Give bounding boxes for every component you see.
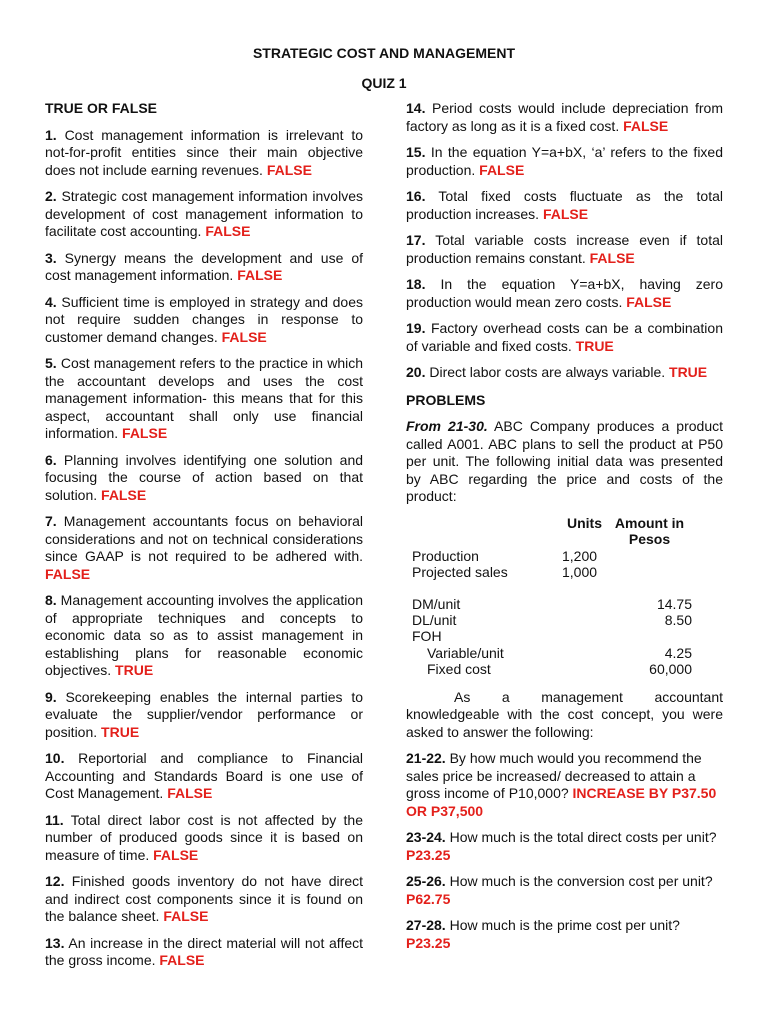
- item-number: 23-24.: [406, 829, 446, 846]
- tf-item: [45, 513, 363, 583]
- item-number: 21-22.: [406, 750, 446, 767]
- answer-label: FALSE: [167, 785, 213, 801]
- table-row: [412, 596, 692, 612]
- problem-list: [406, 750, 723, 952]
- row-amount: 4.25: [664, 644, 692, 661]
- header-units: Units: [567, 514, 602, 531]
- item-number: 20.: [406, 364, 426, 380]
- item-text: Total fixed costs fluctuate as the total production increases.: [406, 188, 723, 222]
- tf-item: [406, 232, 723, 267]
- tf-item: [45, 689, 363, 742]
- item-text: Synergy means the development and use of cost management information.: [45, 249, 364, 283]
- item-number: 16.: [406, 188, 426, 204]
- quiz-label: QUIZ 1: [361, 75, 407, 91]
- answer-label: TRUE: [575, 337, 614, 354]
- tf-item: [406, 100, 723, 135]
- answer-label: FALSE: [266, 161, 312, 178]
- answer-label: P23.25: [406, 846, 451, 863]
- item-number: 9.: [45, 688, 57, 705]
- item-text: Total variable costs increase even if total production remains constant.: [406, 232, 723, 266]
- item-number: 3.: [45, 249, 57, 266]
- answer-label: FALSE: [205, 223, 251, 239]
- item-text: In the equation Y=a+bX, having zero production would mean zero costs.: [406, 276, 724, 310]
- item-number: 2.: [45, 188, 57, 204]
- item-number: 12.: [45, 873, 65, 889]
- section-heading-problems: PROBLEMS: [406, 391, 486, 408]
- problem-item: [406, 750, 723, 820]
- row-units: 1,200: [562, 547, 598, 564]
- answer-label: FALSE: [542, 205, 589, 222]
- item-text: By how much would you recommend the sales price be increased/ decreased to attain a gross income of P10,000?: [406, 750, 702, 802]
- item-number: 8.: [45, 592, 57, 608]
- answer-label: FALSE: [479, 161, 525, 178]
- tf-item: [406, 144, 723, 179]
- item-number: 5.: [45, 355, 57, 371]
- item-number: 17.: [406, 232, 426, 248]
- tf-item: [45, 873, 363, 926]
- item-text: Cost management information is irrelevant to not-for-profit entities since their main objective does not include earning revenues.: [45, 126, 364, 178]
- row-label: Projected sales: [412, 563, 508, 580]
- answer-label: TRUE: [101, 723, 140, 740]
- problem-item: [406, 829, 723, 864]
- answer-label: FALSE: [101, 486, 147, 503]
- item-number: 25-26.: [406, 873, 446, 890]
- table-row: [412, 548, 692, 564]
- left-column: [45, 100, 363, 979]
- item-number: 10.: [45, 750, 65, 766]
- document-title: STRATEGIC COST AND MANAGEMENT: [252, 45, 516, 61]
- problem-intro: [406, 418, 723, 506]
- item-text: Planning involves identifying one solution and focusing the course of action based on that solution.: [45, 451, 364, 503]
- right-column: [406, 100, 723, 961]
- row-amount: 60,000: [649, 660, 692, 677]
- tf-item: [45, 812, 363, 865]
- table-row: [412, 564, 692, 580]
- item-text: Factory overhead costs can be a combination of variable and fixed costs.: [406, 320, 723, 354]
- item-number: 18.: [406, 276, 426, 292]
- item-text: Direct labor costs are always variable.: [429, 364, 666, 380]
- row-amount: 8.50: [664, 612, 692, 629]
- answer-label: FALSE: [45, 565, 91, 582]
- problem-item: [406, 917, 723, 952]
- answer-label: FALSE: [589, 249, 635, 266]
- row-label: Fixed cost: [427, 660, 491, 677]
- answer-label: FALSE: [626, 293, 672, 310]
- problem-intro-text: ABC Company produces a product called A001. ABC plans to sell the product at P50 per unit. The following initial data was presented by ABC regarding the price and costs of the product:: [406, 418, 723, 504]
- item-number: 14.: [406, 100, 426, 116]
- row-units: 1,000: [562, 563, 598, 580]
- answer-label: FALSE: [159, 952, 205, 968]
- item-text: An increase in the direct material will not affect the gross income.: [45, 934, 364, 968]
- tf-list-right: [406, 100, 723, 382]
- tf-item: [45, 935, 363, 970]
- row-label: FOH: [412, 628, 442, 645]
- problem-item: [406, 873, 723, 908]
- section-heading-true-or-false: TRUE OR FALSE: [45, 100, 158, 116]
- row-label: Variable/unit: [427, 644, 504, 661]
- table-row: [412, 612, 692, 628]
- row-amount: 14.75: [656, 595, 692, 612]
- tf-item: [406, 364, 723, 382]
- answer-label: TRUE: [669, 364, 708, 380]
- tf-item: [45, 294, 363, 347]
- tf-item: [45, 250, 363, 285]
- item-number: 19.: [406, 320, 426, 336]
- answer-label: FALSE: [237, 267, 283, 283]
- item-text: In the equation Y=a+bX, ‘a’ refers to the fixed production.: [406, 144, 723, 178]
- instruction-paragraph: As a management accountant knowledgeable with the cost concept, you were asked to answer the following:: [406, 688, 723, 740]
- answer-label: TRUE: [115, 662, 154, 678]
- header-amount: [607, 515, 692, 548]
- cost-data-table: [412, 515, 692, 677]
- table-row: [412, 628, 692, 644]
- answer-label: FALSE: [122, 425, 168, 441]
- tf-item: [45, 127, 363, 180]
- item-number: 6.: [45, 451, 57, 468]
- item-number: 13.: [45, 934, 65, 951]
- row-label: DL/unit: [412, 612, 457, 629]
- table-row: [412, 661, 692, 677]
- answer-label: FALSE: [221, 328, 267, 345]
- row-label: Production: [412, 547, 479, 564]
- tf-item: [45, 750, 363, 803]
- answer-label: P62.75: [406, 890, 451, 907]
- tf-item: [406, 320, 723, 355]
- item-number: 15.: [406, 144, 426, 160]
- answer-label: FALSE: [153, 846, 199, 863]
- item-text: Sufficient time is employed in strategy and does not require sudden changes in response to customer demand changes.: [45, 293, 363, 345]
- tf-item: [45, 592, 363, 680]
- header-amount-line2: Pesos: [628, 531, 671, 547]
- header-amount-line1: Amount in: [614, 514, 685, 531]
- item-number: 4.: [45, 293, 57, 310]
- item-text: Finished goods inventory do not have direct and indirect cost components since it is found on the balance sheet.: [45, 873, 363, 924]
- item-text: How much is the total direct costs per unit?: [449, 829, 717, 846]
- item-text: Management accountants focus on behavioral considerations and not on technical considerations since GAAP is not required to be adhered with.: [45, 513, 363, 564]
- item-text: How much is the conversion cost per unit?: [449, 873, 713, 890]
- answer-label: FALSE: [163, 908, 209, 924]
- item-text: Cost management refers to the practice in which the accountant develops and uses the cost management information- this means that for this aspect, accountant shall only use financial information.: [45, 355, 363, 441]
- item-number: 1.: [45, 126, 57, 143]
- item-text: Scorekeeping enables the internal parties to evaluate the supplier/vendor performance or position.: [45, 688, 363, 740]
- item-text: Management accounting involves the application of appropriate techniques and concepts to economic data so as to assist management in establishing plans for reasonable economic objectives.: [45, 592, 363, 678]
- tf-item: [406, 276, 723, 311]
- tf-item: [45, 452, 363, 505]
- table-row: [412, 645, 692, 661]
- tf-item: [406, 188, 723, 223]
- problem-range: From 21-30.: [406, 418, 488, 434]
- answer-label: INCREASE BY P37.50 OR P37,500: [406, 785, 717, 819]
- item-number: 11.: [45, 811, 64, 828]
- item-number: 27-28.: [406, 917, 446, 934]
- row-label: DM/unit: [412, 595, 461, 612]
- row-amount: [607, 628, 692, 644]
- item-text: Strategic cost management information involves development of cost management information to facilitate cost accounting.: [45, 188, 363, 239]
- tf-item: [45, 355, 363, 443]
- item-text: Period costs would include depreciation from factory as long as it is a fixed cost.: [406, 100, 724, 134]
- table-header-row: [412, 515, 692, 548]
- item-text: Reportorial and compliance to Financial Accounting and Standards Board is one use of Cost Management.: [45, 750, 363, 801]
- answer-label: P23.25: [406, 934, 451, 951]
- item-number: 7.: [45, 513, 57, 529]
- tf-item: [45, 188, 363, 241]
- item-text: Total direct labor cost is not affected by the number of produced goods since it is based on measure of time.: [45, 811, 363, 863]
- answer-label: FALSE: [623, 117, 669, 134]
- item-text: How much is the prime cost per unit?: [449, 917, 680, 934]
- tf-list-left: [45, 127, 363, 970]
